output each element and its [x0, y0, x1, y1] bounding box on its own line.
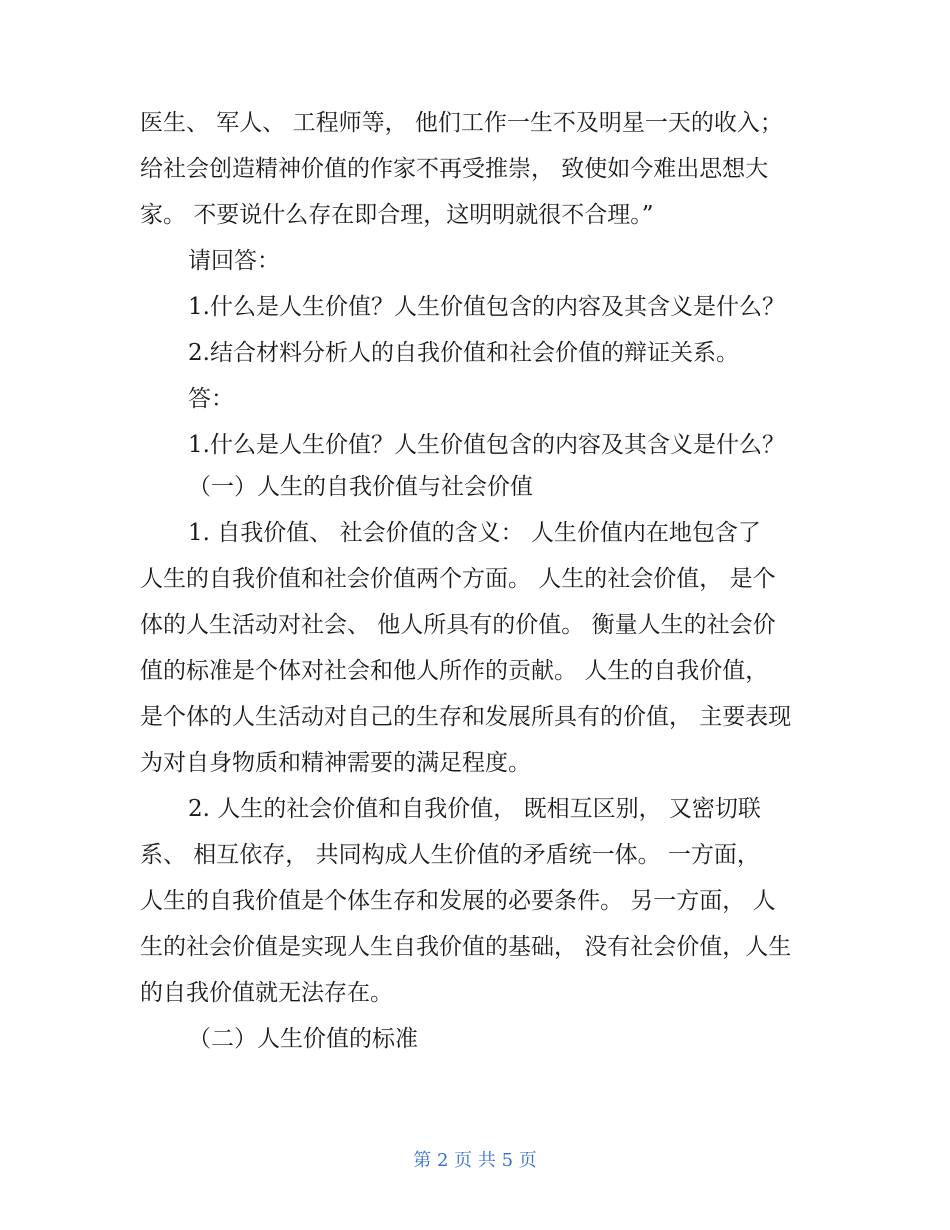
text-line: 人生的自我价值和社会价值两个方面。 人生的社会价值， 是个 [140, 566, 776, 592]
text-line: 的自我价值就无法存在。 [140, 980, 393, 1006]
section-heading: （二）人生价值的标准 [188, 1026, 418, 1052]
text-line: 给社会创造精神价值的作家不再受推崇， 致使如今难出思想大 [140, 156, 769, 182]
page-number: 第 2 页 共 5 页 [413, 1150, 537, 1171]
text-line: 医生、 军人、 工程师等， 他们工作一生不及明星一天的收入； [140, 110, 783, 136]
text-line: 1. 自我价值、 社会价值的含义： 人生价值内在地包含了 [188, 520, 761, 546]
question-2: 2.结合材料分析人的自我价值和社会价值的辩证关系。 [188, 340, 739, 366]
text-line: 2. 人生的社会价值和自我价值， 既相互区别， 又密切联 [188, 796, 761, 822]
text-line: 请回答： [188, 248, 280, 274]
text-line: 生的社会价值是实现人生自我价值的基础， 没有社会价值，人生 [140, 934, 792, 960]
section-heading: （一）人生的自我价值与社会价值 [188, 474, 533, 500]
answer-heading: 1.什么是人生价值？人生价值包含的内容及其含义是什么？ [188, 432, 785, 458]
answer-label: 答： [188, 386, 234, 412]
text-line: 家。 不要说什么存在即合理，这明明就很不合理。” [140, 202, 654, 228]
text-line: 是个体的人生活动对自己的生存和发展所具有的价值， 主要表现 [140, 704, 792, 730]
question-1: 1.什么是人生价值？人生价值包含的内容及其含义是什么？ [188, 294, 785, 320]
text-line: 为对自身物质和精神需要的满足程度。 [140, 750, 531, 776]
text-line: 人生的自我价值是个体生存和发展的必要条件。 另一方面， 人 [140, 888, 776, 914]
text-line: 体的人生活动对社会、 他人所具有的价值。 衡量人生的社会价 [140, 612, 776, 638]
text-line: 系、 相互依存， 共同构成人生价值的矛盾统一体。 一方面， [140, 842, 760, 868]
text-line: 值的标准是个体对社会和他人所作的贡献。 人生的自我价值， [140, 658, 769, 684]
